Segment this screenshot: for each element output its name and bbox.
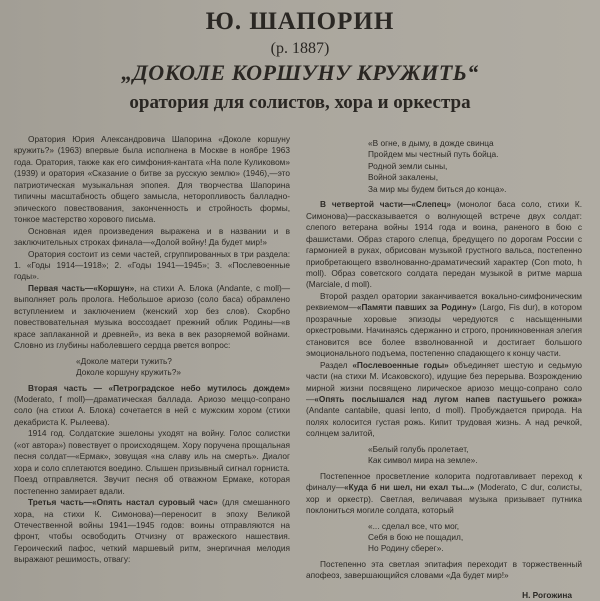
bold-section-title: Третья часть—«Опять настал суровый час» <box>28 497 218 508</box>
text-segment: Но Родину сберег». <box>368 543 444 554</box>
text-segment: «В огне, в дыму, в дожде свинца <box>368 138 494 148</box>
paragraph <box>14 383 290 429</box>
bold-section-title: «Куда б ни шел, ни ехал ты...» <box>343 482 475 493</box>
paragraph <box>306 199 582 291</box>
bold-section-title: Первая часть—«Коршун» <box>28 282 135 293</box>
verse-line <box>14 367 290 378</box>
verse-line <box>306 184 582 195</box>
text-segment: Постепенное просветление колорита подготавливает переход к финалу— <box>306 470 582 493</box>
text-segment: «Доколе матери тужить? <box>76 355 172 366</box>
right-text-column <box>306 134 582 601</box>
bold-section-title: В четвертой части—«Слепец» <box>320 199 452 210</box>
text-segment: (Moderato, C dur, солисты, хор и оркестр). Светлая, величавая музыка призывает путника поклониться могиле солдата, который <box>306 482 582 516</box>
author-signature <box>306 590 582 601</box>
verse-line <box>306 543 582 554</box>
verse-line <box>306 455 582 466</box>
text-segment: Раздел <box>320 359 353 370</box>
text-segment: (Largo, Fis dur), в котором прозрачные хоровые эпизоды чередуются с насыщенными оркестровыми. Начинаясь сдержанно и строго, проникновенная элегия становится все более взволнованной и достигает большого эмоционального подъема, постепенно спадающего к концу части. <box>306 302 582 359</box>
bold-section-title: Вторая часть — «Петроградское небо мутилось дождем» <box>28 382 290 393</box>
paragraph <box>14 226 290 249</box>
paragraph <box>306 291 582 360</box>
text-segment: Родной земли сыны, <box>368 160 448 171</box>
bold-section-title: «Памяти павших за Родину» <box>356 302 477 313</box>
text-segment: Основная идея произведения выражена и в названии и в заключительных строках финала—«Долой войну! Да будет мир!» <box>14 225 290 248</box>
text-segment: Оратория Юрия Александровича Шапорина «Доколе коршуну кружить?» (1963) впервые была исполнена в Москве в ноябре 1963 года. Оратория, также как его симфония-кантата «На поле Куликовом» (1939) и оратория «Сказание о битве за русскую землю» (1946),—это патриотическая музыкальная эпопея. Для творчества Шапорина типичны масштабность общего замысла, неторопливость балладно-эпического повествования, законченность и стройность формы, тонкое мастерство хорового письма. <box>14 134 290 225</box>
composer-name: Ю. ШАПОРИН <box>205 8 395 35</box>
bold-section-title: «Опять послышался над лугом напев пастушьего рожка» <box>314 393 582 404</box>
text-segment: Как символ мира на земле». <box>368 455 478 466</box>
paragraph <box>306 559 582 582</box>
text-segment: Пройдем мы честный путь бойца. <box>368 149 499 160</box>
text-segment: объединяет шестую и седьмую части (на стихи М. Исаковского), идущие без перерыва. Возрождению мирной жизни посвящено лирическое ариозо меццо-сопрано соло— <box>306 359 582 404</box>
paragraph <box>14 497 290 566</box>
text-segment: Второй раздел оратории заканчивается вокально-симфоническим реквиемом— <box>306 290 582 313</box>
verse-line <box>14 356 290 367</box>
composer-years: (р. 1887) <box>270 40 330 57</box>
verse-line <box>306 532 582 543</box>
paragraph <box>14 249 290 283</box>
text-segment: (Andante cantabile, quasi lento, d moll). Пробуждается природа. На полях колосится густая рожь. Кипит трудовая жизнь. А над речкой, солнцем залитой, <box>306 405 582 439</box>
text-segment: «... сделал все, что мог, <box>368 520 460 531</box>
verse-line <box>306 161 582 172</box>
text-segment: Себя в бою не пощадил, <box>368 531 464 542</box>
paragraph <box>306 471 582 517</box>
text-segment: «Белый голубь пролетает, <box>368 443 469 454</box>
text-segment: За мир мы будем биться до конца». <box>368 183 507 194</box>
text-segment: 1914 год. Солдатские эшелоны уходят на войну. Голос солистки («от автора») повествует о происходящем. Хору поручена прощальная песня солдат—«Ермак», зовущая «на славу иль на смерть». Диалог хора и соло сплетаются воедино. Слышен призывный сигнал горниста. Поезд отправляется. Звучит песня об отважном Ермаке, которая постепенно замирает вдали. <box>14 428 290 496</box>
text-segment: Постепенно эта светлая эпитафия переходит в торжественный апофеоз, завершающийся словами «Да будет мир!» <box>306 558 582 581</box>
text-segment: Оратория состоит из семи частей, сгруппированных в три раздела: 1. «Годы 1914—1918»; 2. «Годы 1941—1945»; 3. «Послевоенные годы». <box>14 248 290 282</box>
verse-line <box>306 138 582 149</box>
text-segment: Н. Рогожина <box>522 589 572 600</box>
left-text-column <box>14 134 290 566</box>
text-segment: Войной закалены, <box>368 172 439 183</box>
paragraph <box>306 360 582 440</box>
text-segment: (для смешанного хора, на стихи К. Симонова)—переносит в эпоху Великой Отечественной войны 1941—1945 годов: воины отправляются на фронт, чтобы освободить Отчизну от вражеского нашествия. Героический пафос, четкий маршевый ритм, энергичная мелодия выражают решимость, отвагу: <box>14 497 290 565</box>
text-segment: , на стихи А. Блока (Andante, c moll)—выполняет роль пролога. Небольшое ариозо (соло баса) обрамлено вступлением и заключением (женский хор без слов). Скорбно повествовательная музыка воссоздает прежний облик Родины—«в красе заплаканной и древней», из века в век разоряемой войнами. Словно из глубины наболевшего сердца рвется вопрос: <box>14 282 291 351</box>
work-subtitle: оратория для солистов, хора и оркестра <box>129 92 471 113</box>
text-segment: (Moderato, f moll)—драматическая баллада. Ариозо меццо-сопрано соло (на стихи А. Блока) сочетается в ней с мужским хором (стихи декабриста К. Рылеева). <box>14 393 290 427</box>
bold-section-title: «Послевоенные годы» <box>352 359 449 370</box>
verse-line <box>306 172 582 183</box>
verse-line <box>306 149 582 160</box>
text-segment: Доколе коршуну кружить?» <box>76 367 181 378</box>
text-segment: (монолог баса соло, стихи К. Симонова)—рассказывается о волнующей встрече двух солдат: слепого ветерана войны 1914 года и воина, раненого в бою с фашистами. Образ старого слепца, бредущего по дорогам России с гармонией в руках, обрисован музыкой грустного вальса, постепенно приобретающего взволнованно-драматический характер (Con moto, h moll). Образ советского солдата передан музыкой в ритме марша (Marciale, d moll). <box>306 199 582 290</box>
verse-line <box>306 444 582 455</box>
paragraph <box>14 428 290 497</box>
paragraph <box>14 134 290 226</box>
paragraph <box>14 283 290 352</box>
work-title: „ДОКОЛЕ КОРШУНУ КРУЖИТЬ“ <box>121 60 479 85</box>
verse-line <box>306 521 582 532</box>
